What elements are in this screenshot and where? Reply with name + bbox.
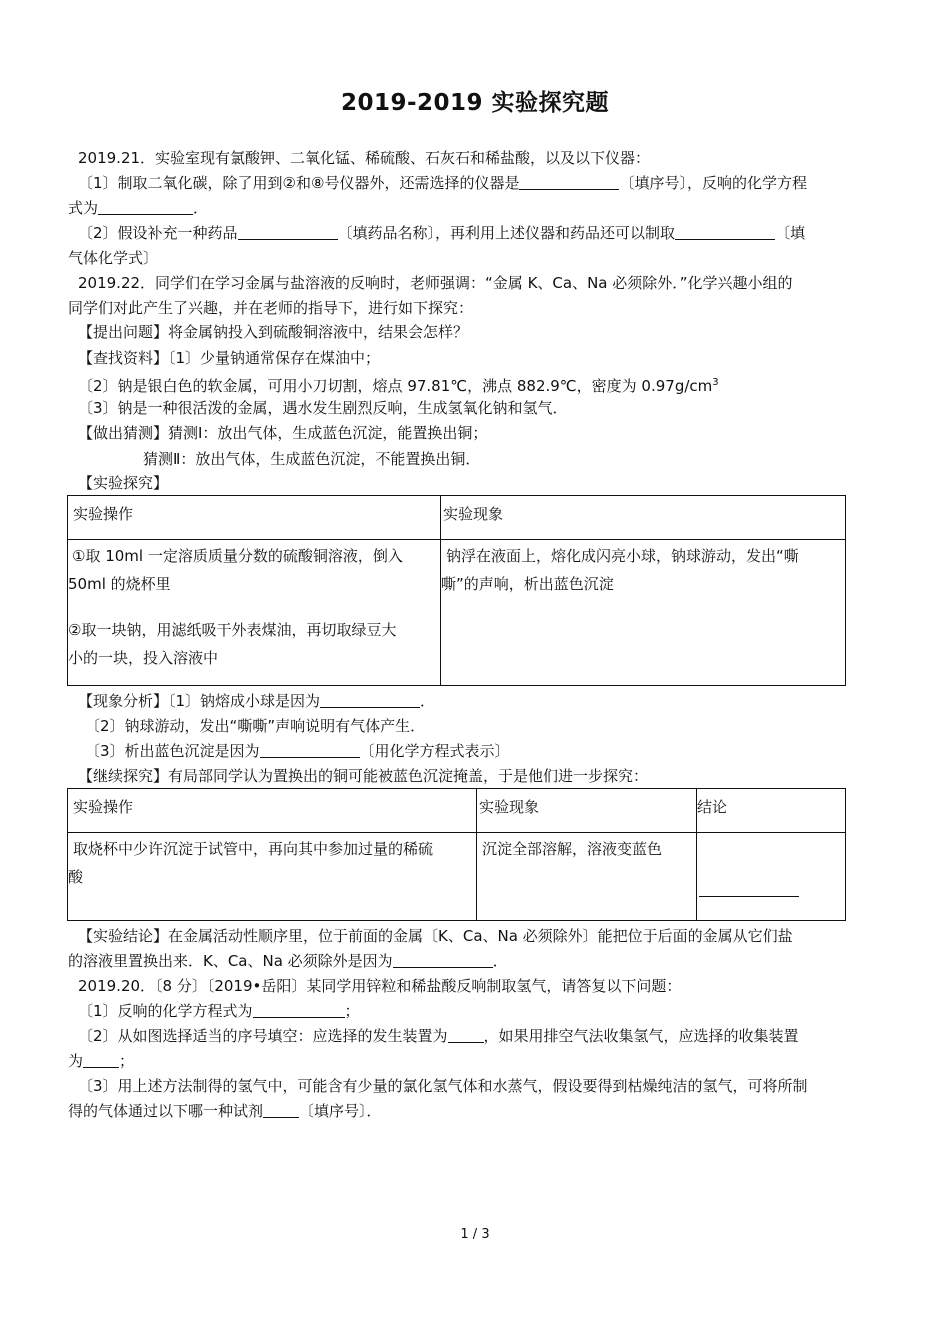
table1-header-operation: 实验操作 — [68, 496, 441, 540]
q22-explore-heading: 【实验探究】 — [78, 474, 169, 492]
answer-blank[interactable] — [238, 223, 338, 240]
q22-analysis2: 〔2〕钠球游动，发出“嘶嘶”声响说明有气体产生． — [85, 717, 426, 735]
q22-guess1: 【做出猜测】猜测Ⅰ：放出气体，生成蓝色沉淀，能置换出铜； — [78, 424, 488, 442]
q20-part1: 〔1〕反响的化学方程式为 ； — [78, 1002, 360, 1020]
table1-phenomenon-cell: 钠浮在液面上，熔化成闪亮小球，钠球游动，发出“嘶 嘶”的声响，析出蓝色沉淀 — [441, 540, 846, 686]
q22-guess2: 猜测Ⅱ：放出气体，生成蓝色沉淀，不能置换出铜． — [143, 450, 481, 468]
table2-operation-cell: 取烧杯中少许沉淀于试管中，再向其中参加过量的稀硫 酸 — [68, 833, 477, 921]
answer-blank[interactable] — [448, 1026, 484, 1043]
answer-blank[interactable] — [393, 951, 493, 968]
experiment-table-2 — [67, 788, 846, 921]
table2-phenomenon-cell: 沉淀全部溶解，溶液变蓝色 — [477, 833, 697, 921]
q22-analysis3: 〔3〕析出蓝色沉淀是因为 〔用化学方程式表示〕 — [85, 742, 510, 760]
q20-part2-line2: 为 ； — [68, 1052, 135, 1070]
answer-blank[interactable] — [699, 880, 799, 897]
q20-part3-line1: 〔3〕用上述方法制得的氢气中，可能含有少量的氯化氢气体和水蒸气，假设要得到枯燥纯洁的氢气，可将所制 — [78, 1077, 808, 1095]
answer-blank[interactable] — [253, 1001, 345, 1018]
table1-header-phenomenon: 实验现象 — [441, 496, 846, 540]
answer-blank[interactable] — [320, 691, 420, 708]
experiment-table-1 — [67, 495, 846, 686]
q21-part2-line2: 气体化学式〕 — [68, 249, 159, 267]
q20-part3-line2: 得的气体通过以下哪一种试剂 〔填序号〕． — [68, 1102, 382, 1120]
q22-analysis1: 【现象分析】〔1〕钠熔成小球是因为 ． — [78, 692, 436, 710]
answer-blank[interactable] — [675, 223, 775, 240]
answer-blank[interactable] — [83, 1051, 119, 1068]
q21-part1-line1: 〔1〕制取二氧化碳，除了用到②和⑧号仪器外，还需选择的仪器是 〔填序号〕，反响的化学方程 — [78, 174, 807, 192]
q22-info3: 〔3〕钠是一种很活泼的金属，遇水发生剧烈反响，生成氢氧化钠和氢气． — [78, 399, 568, 417]
q20-intro: 2019.20．〔8 分〕〔2019•岳阳〕某同学用锌粒和稀盐酸反响制取氢气，请答复以下问题： — [78, 977, 682, 995]
table2-header-operation: 实验操作 — [68, 789, 477, 833]
q21-part2-line1: 〔2〕假设补充一种药品 〔填药品名称〕，再利用上述仪器和药品还可以制取 〔填 — [78, 224, 806, 242]
q22-conclusion-line2: 的溶液里置换出来．K、Ca、Na 必须除外是因为 ． — [68, 952, 508, 970]
answer-blank[interactable] — [98, 198, 193, 215]
q21-part1-line2: 式为 ． — [68, 199, 209, 217]
answer-blank[interactable] — [260, 741, 360, 758]
q22-intro-line2: 同学们对此产生了兴趣，并在老师的指导下，进行如下探究： — [68, 299, 474, 317]
table2-header-phenomenon: 实验现象 — [477, 789, 697, 833]
answer-blank[interactable] — [519, 173, 619, 190]
table2-header-conclusion: 结论 — [697, 789, 846, 833]
page-title: 2019-2019 实验探究题 — [340, 90, 610, 116]
table1-operation-cell: ①取 10ml 一定溶质质量分数的硫酸铜溶液，倒入 50ml 的烧杯里 ②取一块钠，用滤纸吸干外表煤油，再切取绿豆大 小的一块，投入溶液中 — [68, 540, 441, 686]
page-number: 1 / 3 — [460, 1227, 490, 1242]
q21-intro: 2019.21．实验室现有氯酸钾、二氧化锰、稀硫酸、石灰石和稀盐酸，以及以下仪器： — [78, 149, 651, 167]
q22-question: 【提出问题】将金属钠投入到硫酸铜溶液中，结果会怎样？ — [78, 323, 469, 341]
q22-intro-line1: 2019.22．同学们在学习金属与盐溶液的反响时，老师强调：“金属 K、Ca、Na 必须除外．”化学兴趣小组的 — [78, 274, 793, 292]
q20-part2-line1: 〔2〕从如图选择适当的序号填空：应选择的发生装置为 ，如果用排空气法收集氢气，应选择的收集装置 — [78, 1027, 799, 1045]
q22-conclusion-line1: 【实验结论】在金属活动性顺序里，位于前面的金属〔K、Ca、Na 必须除外〕能把位于后面的金属从它们盐 — [78, 927, 793, 945]
q22-info2: 〔2〕钠是银白色的软金属，可用小刀切割，熔点 97.81℃，沸点 882.9℃，密度为 $0.97g/cm^3$ — [78, 377, 719, 395]
answer-blank[interactable] — [263, 1101, 299, 1118]
table2-conclusion-cell — [697, 833, 846, 921]
q22-info1: 【查找资料】〔1〕少量钠通常保存在煤油中； — [78, 349, 381, 367]
q22-further-heading: 【继续探究】有局部同学认为置换出的铜可能被蓝色沉淀掩盖，于是他们进一步探究： — [78, 767, 649, 785]
